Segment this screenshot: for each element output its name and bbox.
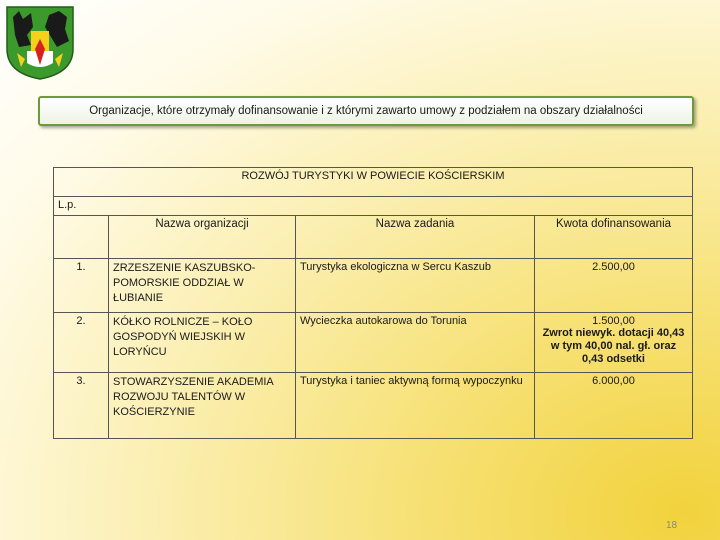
header-task: Nazwa zadania xyxy=(296,216,535,259)
amount: 2.500,00 xyxy=(535,259,693,313)
amount: 1.500,00 xyxy=(592,315,635,327)
headline-text: Organizacje, które otrzymały dofinansowanie i z którymi zawarto umowy z podziałem na obszary działalności xyxy=(89,105,643,117)
row-number: 2. xyxy=(54,313,109,373)
funding-table xyxy=(53,167,693,439)
coat-of-arms-logo xyxy=(5,5,75,81)
row-number: 3. xyxy=(54,373,109,439)
header-empty xyxy=(54,216,109,259)
page-number: 18 xyxy=(666,520,678,531)
amount-note: Zwrot niewyk. dotacji 40,43 w tym 40,00 nal. gł. oraz 0,43 odsetki xyxy=(542,327,685,365)
table-title: ROZWÓJ TURYSTYKI W POWIECIE KOŚCIERSKIM xyxy=(54,168,693,197)
row-number: 1. xyxy=(54,259,109,313)
amount-cell xyxy=(535,313,693,373)
table-row xyxy=(54,313,693,373)
table-row xyxy=(54,373,693,439)
header-org: Nazwa organizacji xyxy=(109,216,296,259)
headline-banner xyxy=(38,96,694,126)
table-row xyxy=(54,259,693,313)
header-amount: Kwota dofinansowania xyxy=(535,216,693,259)
amount: 6.000,00 xyxy=(535,373,693,439)
org-name: ZRZESZENIE KASZUBSKO-POMORSKIE ODDZIAŁ W ŁUBIANIE xyxy=(109,259,296,313)
task-name: Turystyka i taniec aktywną formą wypoczynku xyxy=(296,373,535,439)
task-name: Wycieczka autokarowa do Torunia xyxy=(296,313,535,373)
org-name: KÓŁKO ROLNICZE – KOŁO GOSPODYŃ WIEJSKIH W LORYŃCU xyxy=(109,313,296,373)
task-name: Turystyka ekologiczna w Sercu Kaszub xyxy=(296,259,535,313)
org-name: STOWARZYSZENIE AKADEMIA ROZWOJU TALENTÓW W KOŚCIERZYNIE xyxy=(109,373,296,439)
lp-label: L.p. xyxy=(54,197,693,216)
